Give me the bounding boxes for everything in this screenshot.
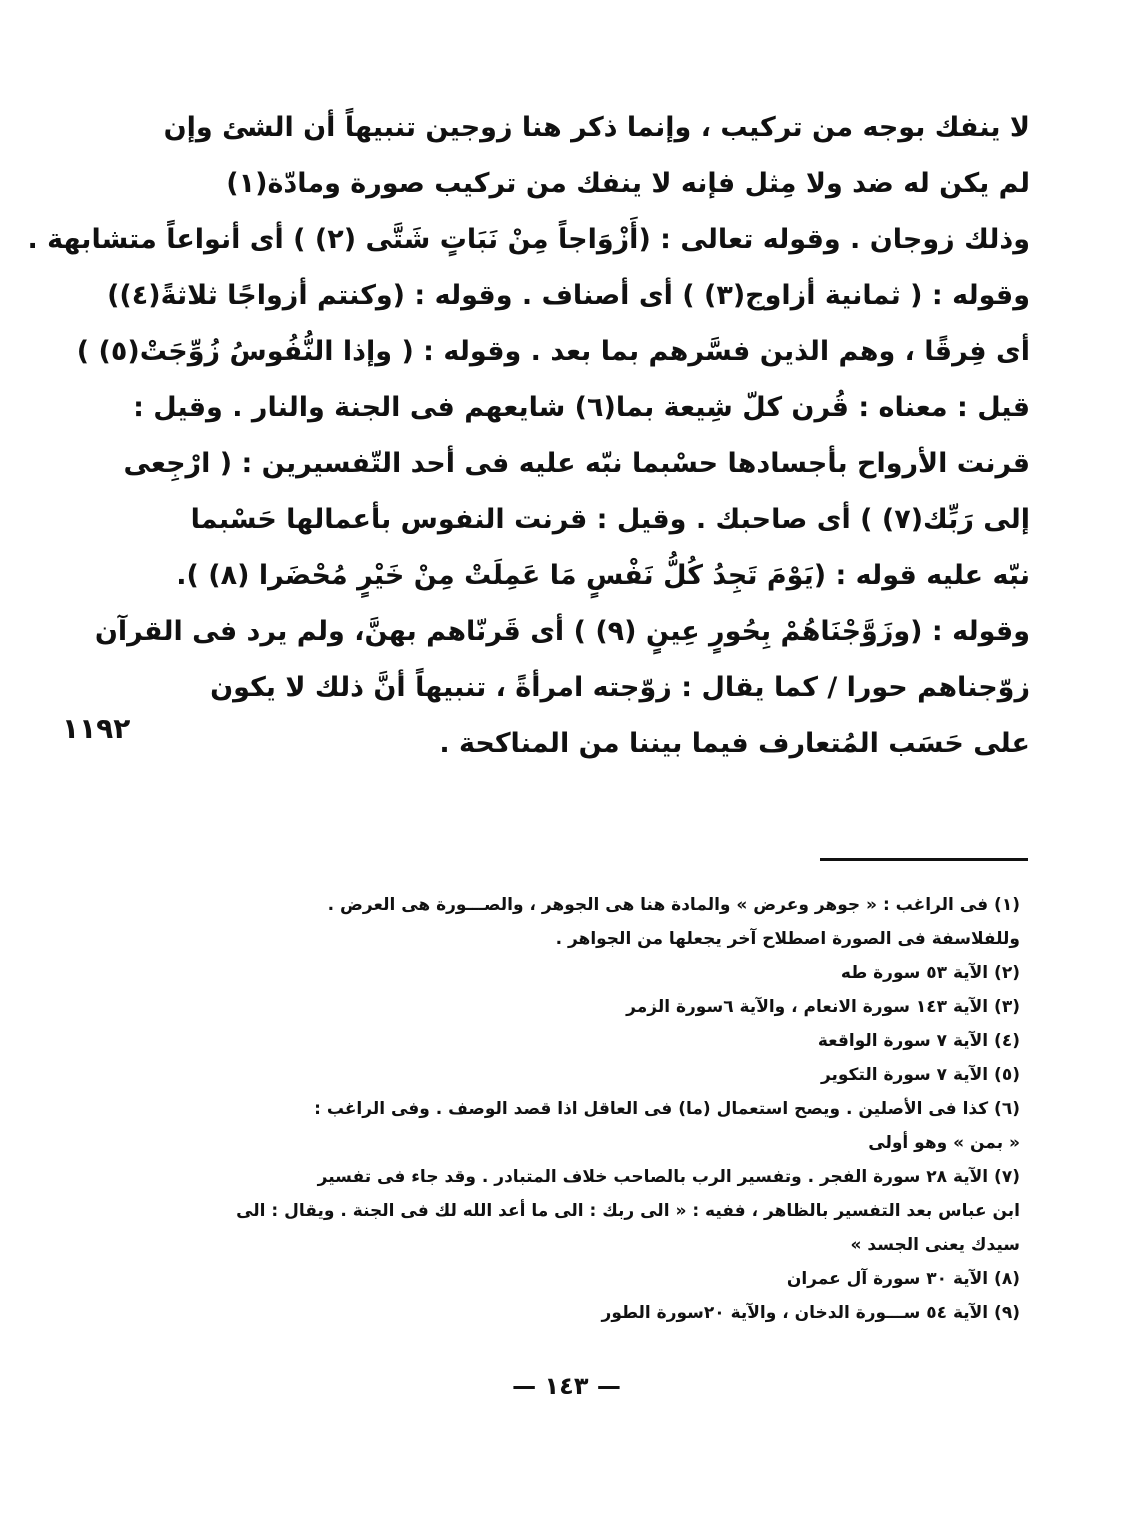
footnote-line: (٤) الآية ٧ سورة الواقعة xyxy=(817,1031,1020,1051)
body-line: قيل : معناه : قُرن كلّ شِيعة بما(٦) شايعهم فى الجنة والنار . وقيل : xyxy=(133,392,1030,423)
body-line: قرنت الأرواح بأجسادها حسْبما نبّه عليه فى أحد التّفسيرين : ( ارْجِعى xyxy=(123,448,1030,479)
body-line: لا ينفك بوجه من تركيب ، وإنما ذكر هنا زوجين تنبيهاً أن الشئ وإن xyxy=(163,112,1030,143)
footnote-line: « بمن » وهو أولى xyxy=(868,1133,1020,1153)
footnote-line: (٢) الآية ٥٣ سورة طه xyxy=(840,963,1020,983)
page-number: — ١٤٣ — xyxy=(512,1372,621,1400)
footnote-line: (٦) كذا فى الأصلين . ويصح استعمال (ما) فى العاقل اذا قصد الوصف . وفى الراغب : xyxy=(314,1099,1020,1119)
body-line: لم يكن له ضد ولا مِثل فإنه لا ينفك من تركيب صورة ومادّة(١) xyxy=(226,168,1030,199)
body-line: وقوله : (وزَوَّجْنَاهُمْ بِحُورٍ عِينٍ (٩) ) أى قَرنّاهم بهنَّ، ولم يرد فى القرآن xyxy=(94,616,1030,647)
body-line: على حَسَب المُتعارف فيما بيننا من المناكحة . xyxy=(439,728,1030,759)
body-line: نبّه عليه قوله : (يَوْمَ تَجِدُ كُلُّ نَفْسٍ مَا عَمِلَتْ مِنْ خَيْرٍ مُحْضَرا (٨) ). xyxy=(176,560,1030,591)
body-line: أى فِرقًا ، وهم الذين فسَّرهم بما بعد . وقوله : ( وإذا النُّفُوسُ زُوِّجَتْ(٥) ) xyxy=(76,336,1030,367)
footnote-line: ابن عباس بعد التفسير بالظاهر ، ففيه : « الى ربك : الى ما أعد الله لك فى الجنة . ويقال : الى xyxy=(236,1201,1020,1221)
margin-note: ١١٩٢ xyxy=(62,712,131,745)
footnotes xyxy=(160,888,1020,1330)
footnote-line: (٧) الآية ٢٨ سورة الفجر . وتفسير الرب بالصاحب خلاف المتبادر . وقد جاء فى تفسير xyxy=(317,1167,1020,1187)
footnote-line: وللفلاسفة فى الصورة اصطلاح آخر يجعلها من الجواهر . xyxy=(555,929,1020,949)
footnote-separator xyxy=(820,858,1028,861)
body-line: وقوله : ( ثمانية أزاوج(٣) ) أى أصناف . وقوله : (وكنتم أزواجًا ثلاثةً(٤)) xyxy=(107,280,1030,311)
body-line: زوّجناهم حورا / كما يقال : زوّجته امرأةً ، تنبيهاً أنَّ ذلك لا يكون xyxy=(210,672,1030,703)
body-line: وذلك زوجان . وقوله تعالى : (أَزْوَاجاً مِنْ نَبَاتٍ شَتَّى (٢) ) أى أنواعاً متشابهة . xyxy=(27,224,1030,255)
footnote-line: (٥) الآية ٧ سورة التكوير xyxy=(820,1065,1020,1085)
footnote-line: (٩) الآية ٥٤ ســـورة الدخان ، والآية ٢٠سورة الطور xyxy=(601,1303,1020,1323)
body-line: إلى رَبِّك(٧) ) أى صاحبك . وقيل : قرنت النفوس بأعمالها حَسْبما xyxy=(190,504,1030,535)
footnote-line: (٣) الآية ١٤٣ سورة الانعام ، والآية ٦سورة الزمر xyxy=(626,997,1020,1017)
footnote-line: (٨) الآية ٣٠ سورة آل عمران xyxy=(786,1269,1020,1289)
footnote-line: سيدك يعنى الجسد » xyxy=(850,1235,1020,1255)
footnote-line: (١) فى الراغب : « جوهر وعرض » والمادة هنا هى الجوهر ، والصـــورة هى العرض . xyxy=(327,895,1020,915)
